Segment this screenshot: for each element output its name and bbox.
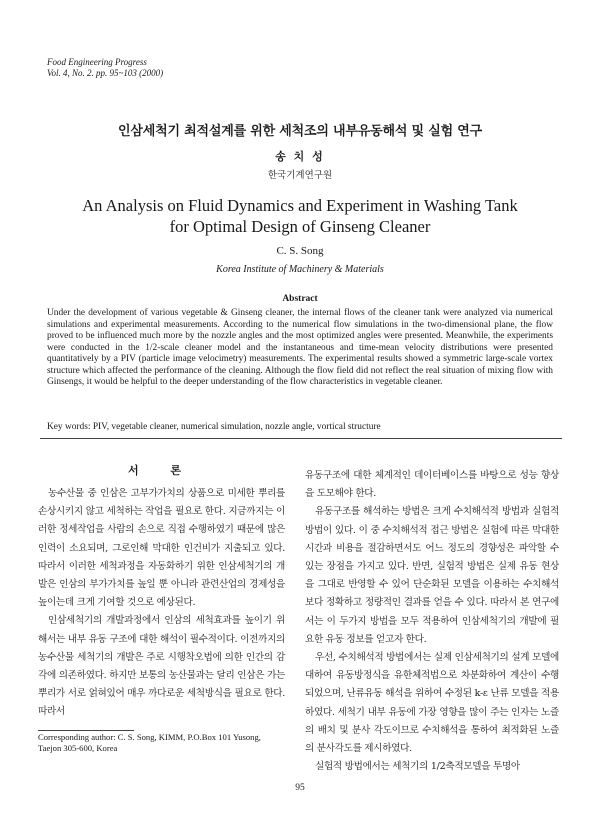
- paragraph: 유동구조를 해석하는 방법은 크게 수치해석적 방법과 실험적 방법이 있다. 이 중 수치해석적 접근 방법은 실험에 따른 막대한 시간과 비용을 절감하면서도 어느 정도의 경향성은 파악할 수 있는 장점을 가지고 있다. 반면, 실험적 방법은 실제 유동 현상을 그대로 반영할 수 있어 단순화된 모델을 이용하는 수치해석보다 정확하고 정량적인 결과를 얻을 수 있다. 따라서 본 연구에서는 이 두가지 방법을 모두 적용하여 인삼세척기의 개발에 필요한 유동 정보를 얻고자 한다.: [305, 506, 559, 645]
- korean-affiliation: 한국기계연구원: [267, 170, 333, 181]
- section-heading: 서 론: [127, 464, 196, 477]
- journal-volume: Vol. 4, No. 2. pp. 95~103 (2000): [47, 68, 164, 78]
- english-author: C. S. Song: [276, 245, 324, 257]
- paragraph: 우선, 수치해석적 방법에서는 실제 인삼세척기의 설계 모델에 대하여 유동방정식을 유한체적법으로 차분화하여 계산이 수행되었으며, 난류유동 해석을 위하여 수정된 k-ε 난류 모델을 적용하였다. 세척기 내부 유동에 가장 영향을 많이 주는 인자는 노즐의 배치 및 분사 각도이므로 수치해석을 통하여 최적화된 노즐의 분사각도를 제시하였다.: [305, 652, 559, 755]
- journal-name: Food Engineering Progress: [47, 57, 147, 67]
- paragraph: 농수산물 중 인삼은 고부가가치의 상품으로 미세한 뿌리를 손상시키지 않고 세척하는 작업을 필요로 한다. 지금까지는 이러한 정세작업을 사람의 손으로 직접 수행하였기 때문에 많은 인력이 소요되며, 그로인해 막대한 인건비가 지출되고 있다. 따라서 이러한 세척과정을 자동화하기 위한 인삼세척기의 개발은 인삼의 부가가치를 높일 뿐 아니라 관련산업의 경제성을 높이는데 크게 기여할 것으로 예상된다.: [38, 488, 285, 609]
- english-title-line2: for Optimal Design of Ginseng Cleaner: [169, 217, 431, 236]
- abstract-text: Under the development of various vegetable & Ginseng cleaner, the internal flows of the cleaner tank were analyzed via numerical simulations and experimental measurements. According to the numerical flow simulations in the two-dimensional plane, the flow proved to be influenced much more by the nozzle angles and the most optimized angles were presented. Meanwhile, the experiments were conducted in the 1/2-scale cleaner model and the instantaneous and time-mean velocity distributions were presented quantitatively by a PIV (particle image velocimetry) measurements. The experimental results showed a symmetric large-scale vortex structure which affected the performance of the cleaning. Although the flow field did not reflect the real situation of mixing flow with Ginsengs, it would be helpful to the deeper understanding of the flow characteristics in vegetable cleaner.: [47, 308, 553, 387]
- paragraph: 실험적 방법에서는 세척기의 1/2축적모델을 투명아: [315, 761, 520, 773]
- footnote-divider: [38, 730, 134, 731]
- abstract-heading: Abstract: [282, 294, 318, 304]
- page-number: 95: [295, 783, 305, 793]
- english-title-line1: An Analysis on Fluid Dynamics and Experiment in Washing Tank: [82, 196, 518, 215]
- divider: [40, 438, 562, 439]
- keywords: Key words: PIV, vegetable cleaner, numerical simulation, nozzle angle, vortical structure: [47, 422, 381, 432]
- right-column: [305, 467, 559, 776]
- journal-header: [47, 57, 163, 79]
- korean-title: 인삼세척기 최적설계를 위한 세척조의 내부유동해석 및 실험 연구: [118, 124, 482, 139]
- paragraph: 인삼세척기의 개발과정에서 인삼의 세척효과를 높이기 위해서는 내부 유동 구조에 대한 해석이 필수적이다. 이전까지의 농수산물 세척기의 개발은 주로 시행착오법에 의한 인간의 감각에 의존하였다. 하지만 보통의 농산물과는 달리 인삼은 가는 뿌리가 서로 얽혀있어 매우 까다로운 세척방식을 필요로 한다. 따라서: [38, 615, 285, 718]
- english-affiliation: Korea Institute of Machinery & Materials: [216, 264, 384, 275]
- footnote: Corresponding author: C. S. Song, KIMM, P.O.Box 101 Yusong, Taejon 305-600, Korea: [38, 732, 261, 753]
- korean-author: 송 치 성: [275, 150, 325, 163]
- left-column: [38, 485, 285, 722]
- paragraph: 유동구조에 대한 체계적인 데이터베이스를 바탕으로 성능 향상을 도모해야 한다.: [305, 470, 559, 500]
- english-title: [0, 195, 600, 237]
